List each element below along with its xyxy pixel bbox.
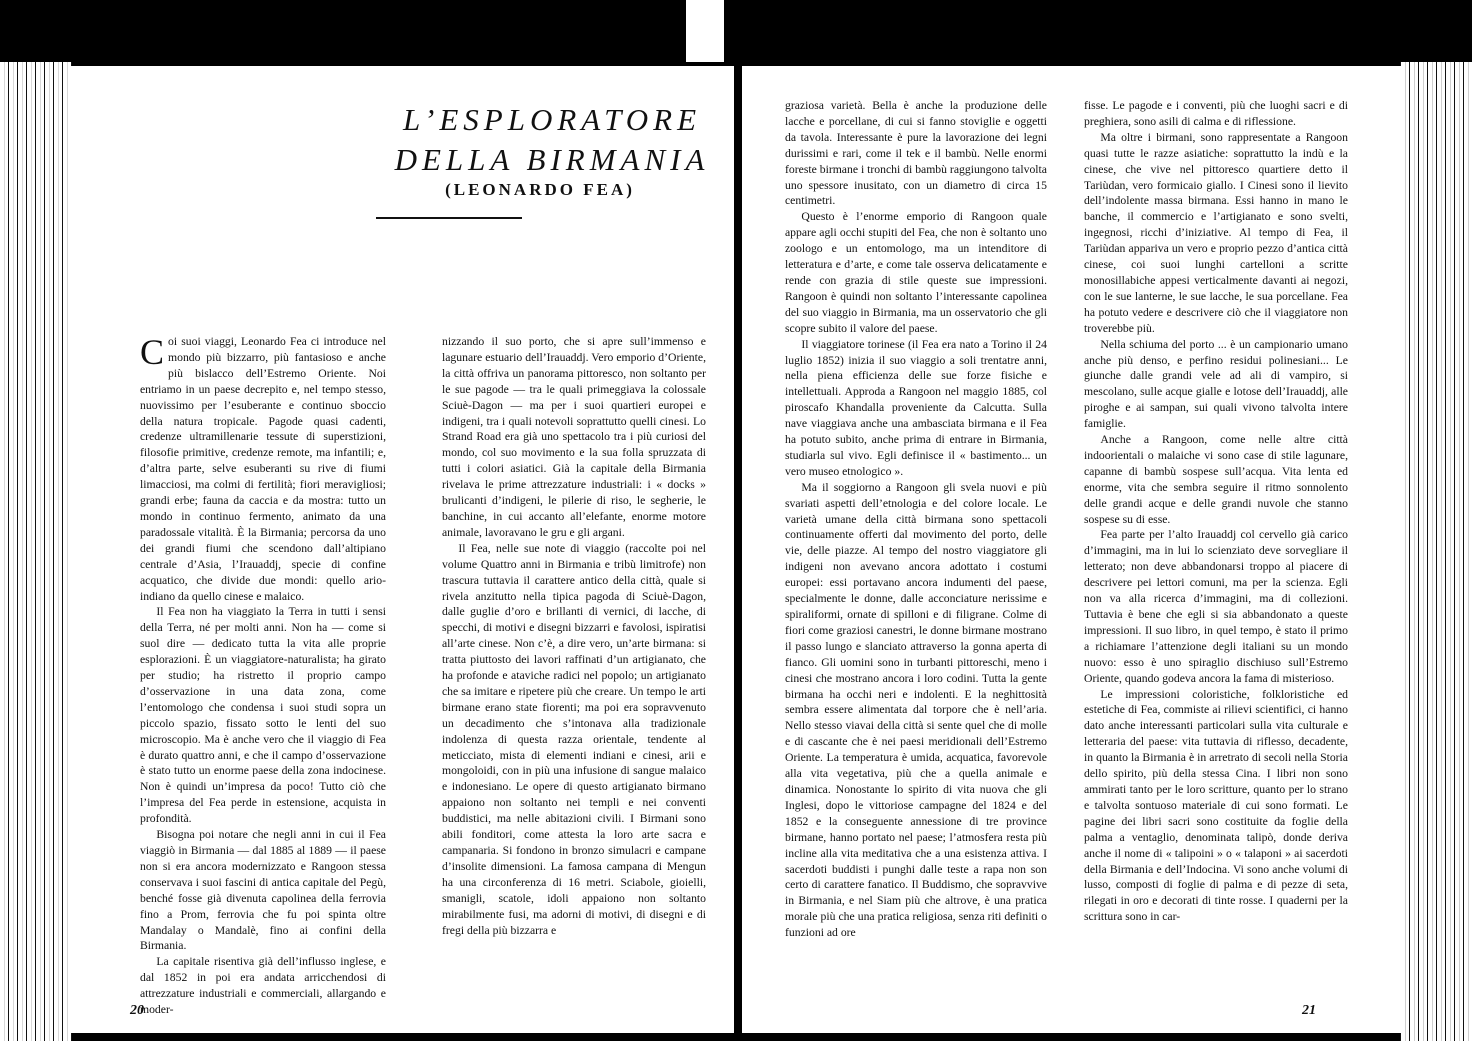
right-page-edges	[1400, 62, 1472, 1041]
paragraph: Questo è l’enorme emporio di Rangoon quale appare agli occhi stupiti del Fea, che non è soltanto uno zoologo e un entomologo, ma un intenditore di letteratura e d’arte, e come tale osserva delicatamente e rende con grazia di stile queste sue impressioni. Rangoon è quindi non soltanto l’interessante capolinea del suo viaggio in Birmania, ma un osservatorio che gli scopre subito il valore del paese.	[785, 210, 1047, 335]
right-page	[742, 66, 1402, 1033]
paragraph-text: oi suoi viaggi, Leonardo Fea ci introduce nel mondo più bizzarro, più fantasioso e anche più bislacco dell’Estremo Oriente. Noi entriamo in un paese decrepito e, nel tempo stesso, nuovissimo per l’esuberante e continuo sboccio della natura tropicale. Pagode quasi cadenti, credenze ultramillenarie tessute di superstizioni, filosofie primitive, credenze remote, ma infantili; e, d’altra parte, selve esuberanti su rive di fiumi limacciosi, ma colmi di fertilità; fiori meravigliosi; grandi erbe; fauna da caccia e da mostra: tutto un mondo in continuo fermento, animato da una paradossale vitalità. È la Birmania; percorsa da uno dei grandi fiumi che scendono dall’altipiano centrale d’Asia, l’Irauaddj, specie di confine acquatico, che divide due mondi: quello ario-indiano da quello cinese e malaico.	[140, 335, 386, 603]
paragraph: Bisogna poi notare che negli anni in cui il Fea viaggiò in Birmania — dal 1885 al 1889 — il paese non si era ancora modernizzato e Rangoon stessa conservava i suoi fascini di antica capitale del Pegù, benché fosse già divenuta capolinea della ferrovia fino a Prom, ferrovia che fu poi spinta oltre Mandalay o Mandalè, fino ai confini della Birmania.	[140, 828, 386, 953]
paragraph: Ma oltre i birmani, sono rappresentate a Rangoon quasi tutte le razze asiatiche: soprattutto la indù e la cinese, che vive nel pittoresco quartiere detto il Tariùdan, vero formicaio giallo. I Cinesi sono il lievito dell’indolente massa birmana. Essi hanno in mano le banche, il commercio e l’artigianato e sono svelti, ingegnosi, ricchi d’iniziative. Al tempo di Fea, il Tariùdan appariva un vero e proprio pezzo d’antica città cinese, coi suoi lunghi cartelloni a scritte monosillabiche appesi verticalmente davanti ai negozi, con le sue lanterne, le sue lacche, le sua porcellane. Fea ha potuto vedere e descrivere ciò che il viaggiatore non troverebbe più.	[1084, 130, 1348, 335]
paragraph: Il Fea, nelle sue note di viaggio (raccolte poi nel volume Quattro anni in Birmania e tribù limitrofe) non trascura tuttavia il carattere antico della città, quale si rivela anzitutto nella tipica pagoda di Sciuè-Dagon, dalle guglie d’oro e brillanti di vernici, di lacche, di specchi, di motivi e disegni bizzarri e favolosi, ispiratisi all’arte cinese. Non c’è, a dire vero, un’arte birmana: si tratta piuttosto dei lavori raffinati d’un artigianato, che ha profonde e ataviche radici nel popolo; un artigianato che sa imitare e ripetere più che creare. Un tempo le arti birmane erano state fiorenti; ma poi era sopravvenuto un decadimento che s’intonava alla tradizionale indolenza di questa razza orientale, tendente al meticciato, mista di elementi indiani e cinesi, arii e mongoloidi, con in più una infusione di sangue malaico e indonesiano. Le opere di questo artigianato birmano appaiono non soltanto nei templi e nei conventi buddistici, ma nelle abitazioni civili. I Birmani sono abili fonditori, come attesta la loro arte sacra e campanaria. Si fondono in bronzo simulacri e campane d’insolite dimensioni. La famosa campana di Mengun ha una circonferenza di 16 metri. Sciabole, gioielli, smanigli, scatole, idoli appaiono non soltanto mirabilmente fusi, ma adorni di motivi, di disegni e di fregi della più bizzarra e	[442, 541, 706, 937]
right-column-1	[785, 98, 1047, 941]
right-column-2	[1084, 98, 1348, 925]
paragraph	[140, 334, 386, 604]
paragraph: Il viaggiatore torinese (il Fea era nato a Torino il 24 luglio 1852) inizia il suo viaggio a soli trentatre anni, nella piena efficienza delle sue forze fisiche e intellettuali. Approda a Rangoon nel maggio 1885, col piroscafo Khandalla proveniente da Calcutta. Sulla nave viaggiava anche una ambasciata birmana e il Fea ha potuto subito, anche prima di entrare in Birmania, studiarla sul vivo. Egli definisce il « bastimento... un vero museo etnologico ».	[785, 337, 1047, 478]
paragraph: nizzando il suo porto, che si apre sull’immenso e lagunare estuario dell’Irauaddj. Vero emporio d’Oriente, la città offriva un panorama pittoresco, non soltanto per le sue pagode — tra le quali primeggiava la colossale Sciuè-Dagon — ma per i suoi quartieri europei e indigeni, tra i quali notevoli soprattutto quelli cinesi. Lo Strand Road era già uno spettacolo tra i più curiosi del mondo, col suo movimento e la sua folla spruzzata di tutti i colori asiatici. Già la capitale della Birmania rivelava le prime attrezzature industriali: i « docks » brulicanti d’indigeni, le pilerie di riso, le segherie, le banchine, in cui accanto all’elefante, enorme motore animale, lavoravano le gru e gli argani.	[442, 335, 706, 539]
drop-cap: C	[140, 332, 165, 372]
left-page-edges	[0, 62, 72, 1041]
paragraph: Anche a Rangoon, come nelle altre città indoorientali o malaiche vi sono case di stile lagunare, capanne di bambù sospese sull’acqua. Vita lenta ed enorme, vita che sembra seguire il ritmo sonnolento delle grandi acque e delle grandi nuvole che stanno sospese su di esse.	[1084, 433, 1348, 526]
left-page	[70, 66, 734, 1033]
title-divider	[376, 217, 522, 219]
paragraph: Il Fea non ha viaggiato la Terra in tutti i sensi della Terra, né per molti anni. Non ha — come si suol dire — dedicato tutta la vita alle proprie esplorazioni. È un viaggiatore-naturalista; ha girato per studio; ha ristretto il proprio campo d’osservazione in una data zona, come l’entomologo che condensa i suoi studi sopra un piccolo spazio, fissato sotto le lenti del suo microscopio. Ma è anche vero che il viaggio di Fea è durato quattro anni, e che il campo d’osservazione è stato tutto un enorme paese della zona indocinese. Non è quindi un’impresa da poco! Tutto ciò che l’impresa del Fea perde in estensione, acquista in profondità.	[140, 605, 386, 826]
book-gutter	[734, 62, 742, 1041]
paragraph: graziosa varietà. Bella è anche la produzione delle lacche e porcellane, di cui si fanno stoviglie e oggetti da tavola. Interessante è pure la lavorazione dei legni durissimi e rari, come il tek e il bambù. Nelle enormi foreste birmane i tronchi di bambù raggiungono talvolta uno spessore inusitato, con un diametro di circa 15 centimetri.	[785, 99, 1047, 208]
left-column-2	[442, 334, 706, 938]
paragraph: fisse. Le pagode e i conventi, più che luoghi sacri e di preghiera, sono asili di calma e di riflessione.	[1084, 99, 1348, 128]
paragraph: Nella schiuma del porto ... è un campionario umano anche più denso, e perfino residui polinesiani... Le giunche dalle grandi vele ad ali di vampiro, si mescolano, sulle acque gialle e lotose dell’Irauaddj, alle piroghe e ai sampan, sui quali vivono talvolta intere famiglie.	[1084, 337, 1348, 431]
article-title	[392, 100, 712, 180]
article-subtitle: (LEONARDO FEA)	[445, 180, 635, 199]
left-column-1	[140, 334, 386, 1018]
paragraph: Ma il soggiorno a Rangoon gli svela nuovi e più svariati aspetti dell’etnologia e del colore locale. Le varietà umane della città birmana sono spettacoli continuamente offerti dal movimento del porto, delle vie, delle piazze. Al tempo del nostro viaggiatore gli indigeni non avevano ancora adottato i costumi europei: essi portavano ancora indumenti del paese, specialmente le donne, dalle acconciature nerissime e spiraliformi, ornate di spilloni e di filigrane. Colme di fiori come graziosi canestri, le donne birmane mostrano il passo lungo e slanciato attraverso la gonna aperta di fianco. Gli uomini sono in turbanti pittoreschi, meno i cinesi che mostrano ancora i loro codini. Tutta la gente birmana ha occhi neri e indolenti. E la neghittosità sembra essere alimentata dal torpore che è nell’aria. Nello stesso viavai della città si sente quel che di molle e di cascante che è nei paesi meridionali dell’Estremo Oriente. La temperatura è umida, acquatica, favorevole alla vita vegetativa, più che a quella animale e dinamica. Nonostante lo spirito di vita nuova che gli Inglesi, dopo le vittoriose campagne del 1824 e del 1852 e la conseguente annessione di tre province birmane, hanno portato nel paese; l’atmosfera resta più incline alla vita meditativa che a una esistenza attiva. I sacerdoti buddisti i punghi dalle teste a rapa non son certo di carattere fanatico. Il Buddismo, che sopravvive in Birmania, e nel Siam più che altrove, è una pratica morale più che una pratica religiosa, senza riti definiti o funzioni ad ore	[785, 480, 1047, 940]
title-line-2: DELLA BIRMANIA	[394, 142, 710, 177]
page-number-left: 20	[130, 1003, 144, 1018]
title-line-1: L’ESPLORATORE	[402, 102, 702, 137]
paragraph: Le impressioni coloristiche, folkloristiche ed estetiche di Fea, commiste ai rilievi scientifici, ci hanno dato anche interessanti particolari sulla vita culturale e letteraria del paese: vita tuttavia di riflesso, decadente, in quanto la Birmania è in arretrato di secoli nella Storia dello spirito, più della stessa Cina. I libri non sono ammirati tanto per le loro scritture, quanto per lo strano e talvolta sontuoso materiale di cui sono formati. Le pagine dei libri sacri sono costituite da foglie della palma a ventaglio, denominata talipò, donde deriva anche il nome di « talipoini » o « talaponi » ai sacerdoti della Birmania e dell’Indocina. Vi sono anche volumi di lusso, composti di foglie di palma e di pezze di seta, rilegati in oro e decorati di tinte rosse. I quaderni per la scrittura sono in car-	[1084, 687, 1348, 924]
paragraph: Fea parte per l’alto Irauaddj col cervello già carico d’immagini, ma in lui lo scienziato deve sorvegliare il letterato; non deve abbandonarsi troppo al piacere di descrivere pei lettori comuni, ma per la scienza. Egli non va alla ricerca d’immagini, ma di collezioni. Tuttavia è bene che egli si sia abbandonato a queste impressioni. Il suo libro, in quel tempo, è stato il primo a richiamare l’attenzione degli italiani su un mondo nuovo: esso è uno spiraglio dischiuso sull’Estremo Oriente, quando godeva ancora la fama di misterioso.	[1084, 528, 1348, 685]
page-number-right: 21	[1302, 1003, 1316, 1018]
scan-top-border	[0, 0, 1472, 60]
paragraph: La capitale risentiva già dell’influsso inglese, e dal 1852 in poi era andata arricchendosi di attrezzature industriali e commerciali, allargando e moder-	[140, 955, 386, 1017]
book-spine-top	[686, 0, 724, 62]
